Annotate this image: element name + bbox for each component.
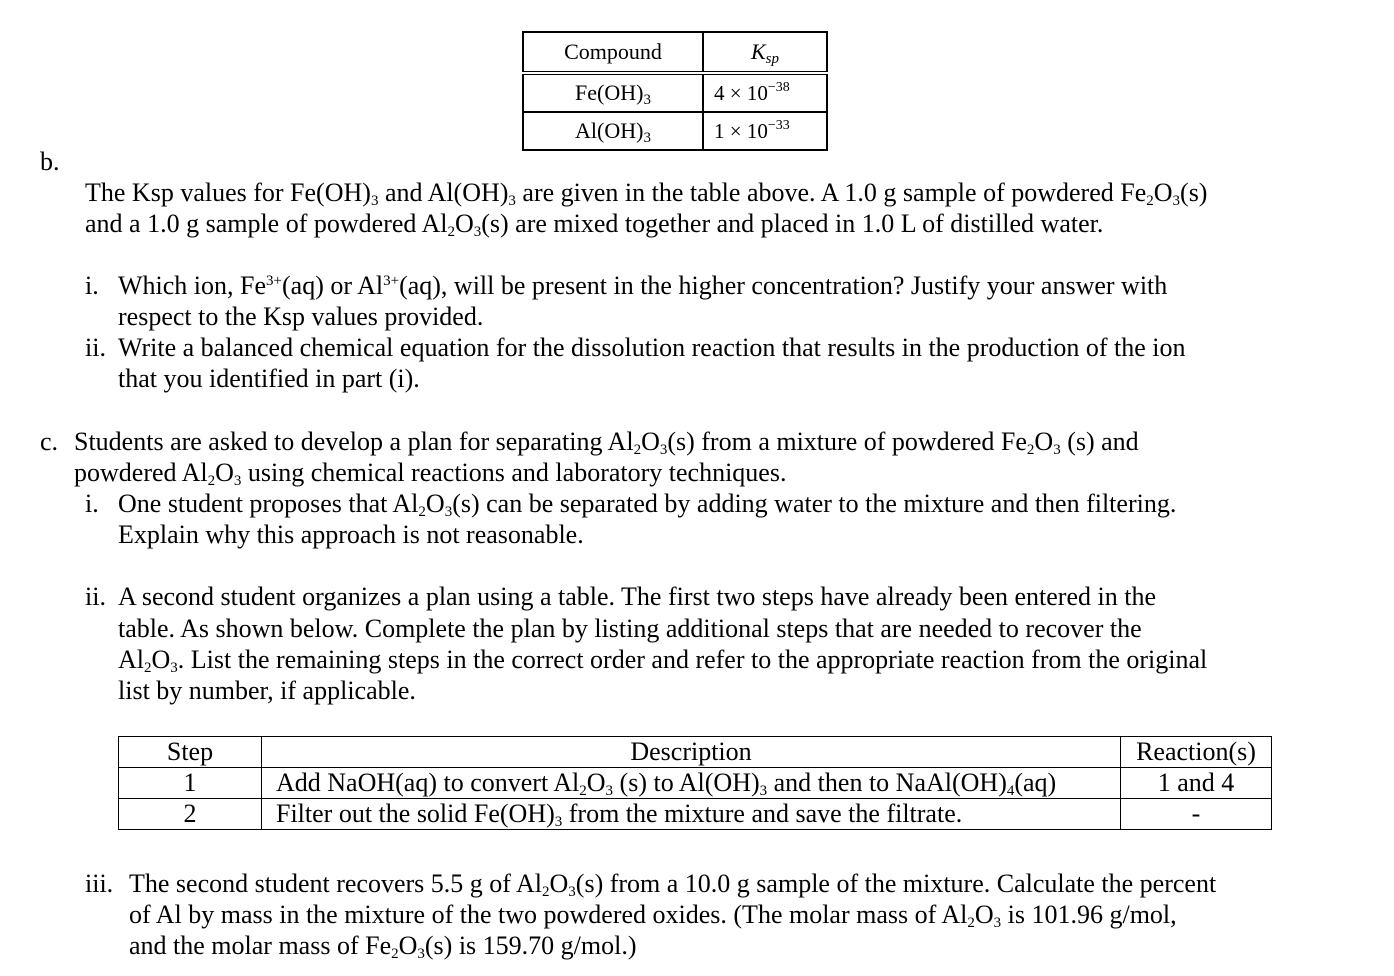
- part-c-question-ii-line3: $Al_2O_3$. List the remaining steps in the correct order and refer to the appropriate reaction from the original: [118, 645, 1208, 676]
- part-b-intro-line1: The Ksp values for $Fe(OH)_3$ and $Al(OH)_3$ are given in the table above. A 1.0 g sample of powdered $Fe_2O_3(s)$: [85, 178, 1208, 209]
- steps-header-reactions: Reaction(s): [1121, 737, 1272, 768]
- part-c-question-ii-line1: A second student organizes a plan using a table. The first two steps have already been entered in the: [118, 582, 1156, 611]
- ksp-row-aloh3: [523, 112, 827, 150]
- table-row: [119, 768, 1272, 799]
- step-number-cell: 1: [119, 768, 262, 799]
- step-number-cell: 2: [119, 799, 262, 830]
- ksp-compound-cell: $Fe(OH)_3$: [523, 73, 703, 112]
- part-b-label: b.: [40, 147, 60, 176]
- ksp-value-cell: $1 \times 10^{-33}$: [703, 112, 827, 150]
- steps-header-row: [119, 737, 1272, 768]
- ksp-compound-cell: $Al(OH)_3$: [523, 112, 703, 150]
- step-reactions-cell: -: [1121, 799, 1272, 830]
- part-c-intro-line1: Students are asked to develop a plan for separating $Al_2O_3(s)$ from a mixture of powdered $Fe_2O_3$ (s) and: [74, 427, 1139, 458]
- part-b-question-i-line1: Which ion, $Fe^{3+}(aq)$ or $Al^{3+}(aq)$, will be present in the higher concentration? Justify your answer with: [118, 271, 1168, 300]
- part-c-intro-line2: powdered $Al_2O_3$ using chemical reactions and laboratory techniques.: [74, 458, 787, 489]
- part-b-question-ii-line2: that you identified in part (i).: [118, 364, 420, 393]
- step-description-cell: Filter out the solid $Fe(OH)_3$ from the mixture and save the filtrate.: [262, 799, 1121, 830]
- table-row: [119, 799, 1272, 830]
- part-c-question-i-number: i.: [85, 489, 99, 518]
- part-b-question-ii-number: ii.: [85, 333, 106, 362]
- part-b-question-i-line2: respect to the Ksp values provided.: [118, 302, 484, 331]
- ksp-header-ksp: $K_{sp}$: [703, 32, 827, 73]
- part-c-question-iii-line2: of Al by mass in the mixture of the two powdered oxides. (The molar mass of $Al_2O_3$ is 101.96 g/mol,: [129, 900, 1177, 931]
- plan-steps-table: [118, 736, 1272, 830]
- part-b-intro-line2: and a 1.0 g sample of powdered $Al_2O_3(s)$ are mixed together and placed in 1.0 L of distilled water.: [85, 209, 1104, 240]
- step-description-cell: Add NaOH(aq) to convert $Al_2O_3$ (s) to $Al(OH)_3$ and then to $NaAl(OH)_4(aq)$: [262, 768, 1121, 799]
- part-c-question-i-line1: One student proposes that $Al_2O_3(s)$ can be separated by adding water to the mixture and then filtering.: [118, 489, 1177, 520]
- step-reactions-cell: 1 and 4: [1121, 768, 1272, 799]
- part-c-question-ii-number: ii.: [85, 582, 106, 611]
- ksp-table: [522, 31, 828, 151]
- steps-header-description: Description: [262, 737, 1121, 768]
- steps-header-step: Step: [119, 737, 262, 768]
- part-c-question-ii-line4: list by number, if applicable.: [118, 676, 416, 705]
- part-c-label: c.: [40, 427, 59, 456]
- part-c-question-iii-line1: The second student recovers 5.5 g of $Al_2O_3(s)$ from a 10.0 g sample of the mixture. Calculate the percent: [129, 869, 1217, 900]
- part-c-question-iii-number: iii.: [85, 869, 114, 898]
- ksp-row-feoh3: [523, 73, 827, 112]
- ksp-value-cell: $4 \times 10^{-38}$: [703, 73, 827, 112]
- part-b-question-ii-line1: Write a balanced chemical equation for the dissolution reaction that results in the production of the ion: [118, 333, 1186, 362]
- ksp-header-compound: Compound: [523, 32, 703, 73]
- part-b-question-i-number: i.: [85, 271, 99, 300]
- part-c-question-ii-line2: table. As shown below. Complete the plan by listing additional steps that are needed to recover the: [118, 614, 1142, 643]
- ksp-header-row: [523, 32, 827, 73]
- part-c-question-i-line2: Explain why this approach is not reasonable.: [118, 520, 584, 549]
- part-c-question-iii-line3: and the molar mass of $Fe_2O_3(s)$ is 159.70 g/mol.): [129, 931, 637, 962]
